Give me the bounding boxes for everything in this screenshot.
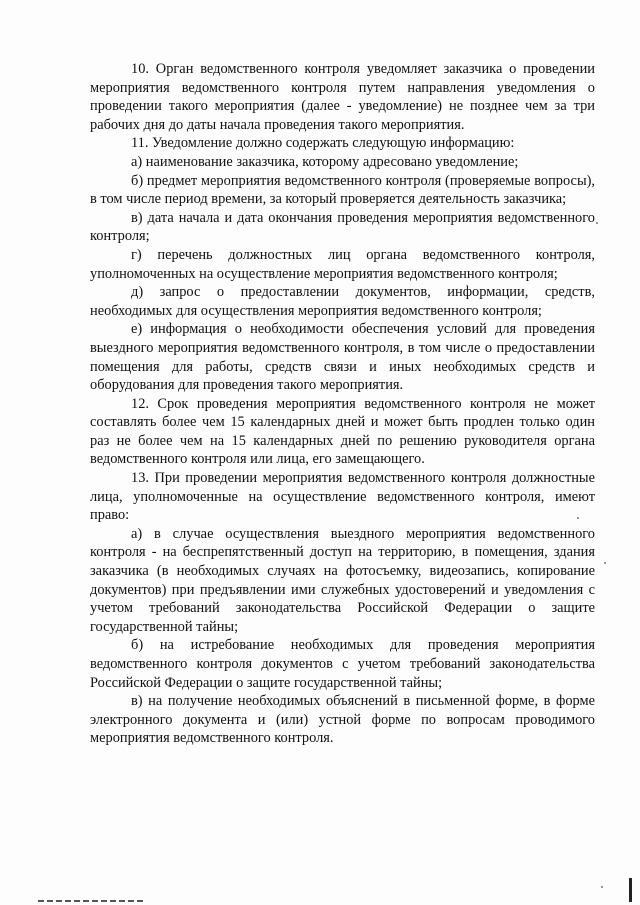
paragraph-13: 13. При проведении мероприятия ведомственного контроля должностные лица, уполномоченные на осуществление ведомственного контроля, имеют право: — [90, 470, 595, 524]
scan-speck — [596, 222, 598, 224]
scan-speck — [601, 886, 603, 888]
scan-speck — [577, 517, 579, 519]
scan-speck — [604, 562, 606, 564]
paragraph-13-v: в) на получение необходимых объяснений в письменной форме, в форме электронного документа и (или) устной форме по вопросам проводимого мероприятия ведомственного контроля. — [90, 693, 595, 747]
paragraph-11-b: б) предмет мероприятия ведомственного контроля (проверяемые вопросы), в том числе период времени, за который проверяется деятельность заказчика; — [90, 172, 595, 208]
paragraph-11-d: д) запрос о предоставлении документов, информации, средств, необходимых для осуществления мероприятия ведомственного контроля; — [90, 284, 595, 319]
paragraph-11-v: в) дата начала и дата окончания проведения мероприятия ведомственного контроля; — [90, 209, 595, 245]
paragraph-11-g: г) перечень должностных лиц органа ведомственного контроля, уполномоченных на осуществление мероприятия ведомственного контроля; — [90, 246, 595, 282]
paragraph-11-e: е) информация о необходимости обеспечения условий для проведения выездного мероприятия ведомственного контроля, в том числе о предоставлении помещения для работы, средств связи и иных необходимых средств и оборудования для проведения такого мероприятия. — [90, 321, 595, 394]
paragraph-13-b: б) на истребование необходимых для проведения мероприятия ведомственного контроля документов с учетом требований законодательства Российской Федерации о защите государственной тайны; — [90, 637, 595, 691]
paragraph-12: 12. Срок проведения мероприятия ведомственного контроля не может составлять более чем 15 календарных дней и может быть продлен только один раз не более чем на 15 календарных дней по решению руководителя органа ведомственного контроля или лица, его замещающего. — [90, 395, 595, 468]
paragraph-13-a: а) в случае осуществления выездного мероприятия ведомственного контроля - на беспрепятственный доступ на территорию, в помещения, здания заказчика (в необходимых случаях на фотосъемку, видеозапись, копирование документов) при предъявлении ими служебных удостоверений и уведомления с учетом требований законодательства Российской Федерации о защите государственной тайны; — [90, 525, 595, 635]
paragraph-11-a: а) наименование заказчика, которому адресовано уведомление; — [131, 153, 519, 170]
paragraph-11: 11. Уведомление должно содержать следующую информацию: — [131, 135, 515, 152]
scan-artifact-line — [38, 900, 143, 902]
page-edge-mark — [629, 878, 632, 902]
document-body — [90, 60, 595, 748]
paragraph-10: 10. Орган ведомственного контроля уведомляет заказчика о проведении мероприятия ведомственного контроля путем направления уведомления о проведении такого мероприятия (далее - уведомление) не позднее чем за три рабочих дня до даты начала проведения такого мероприятия. — [90, 61, 595, 133]
